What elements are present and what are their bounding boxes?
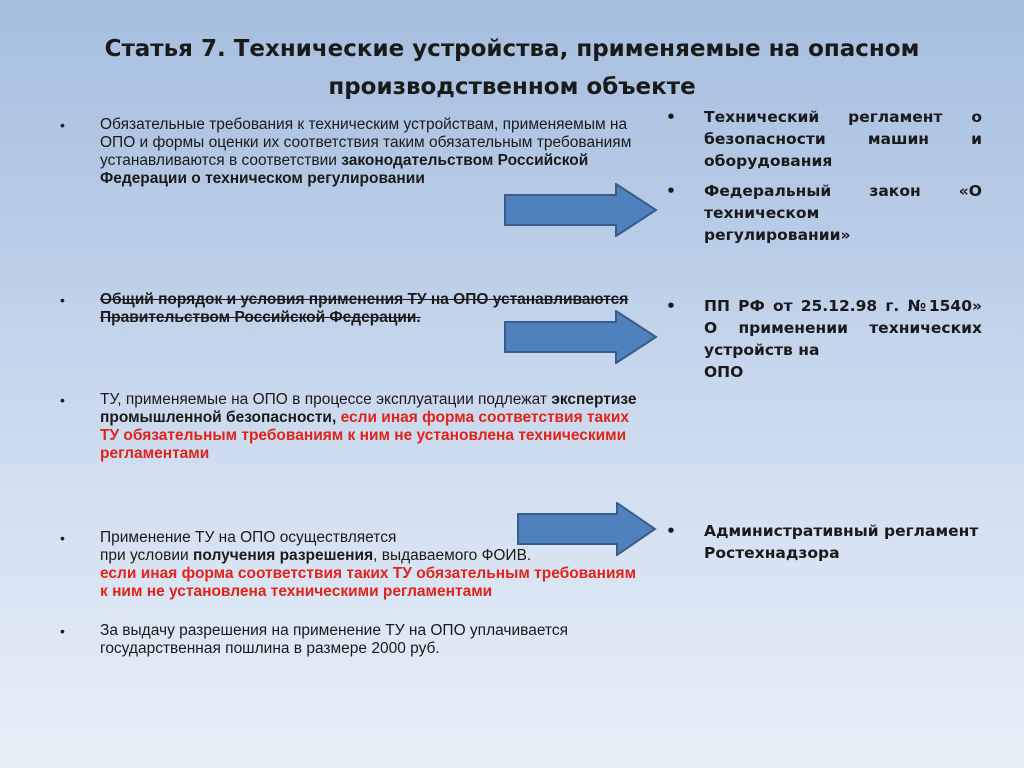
left-item-legislation (60, 116, 640, 188)
page-title: Статья 7. Технические устройства, применяемые на опасном производственном объекте (104, 36, 920, 100)
arrow-right-icon (504, 310, 658, 364)
left-item-4-bold: получения разрешения (193, 547, 374, 564)
bullet: • (666, 297, 676, 315)
right-item-2-line1: Федеральный закон «О техническом (704, 182, 982, 222)
right-item-3-line1: ПП РФ от 25.12.98 г. №1540» О применении технических устройств на (704, 297, 982, 359)
left-item-5-text: За выдачу разрешения на применение ТУ на ОПО уплачивается государственная пошлина в размере 2000 руб. (100, 622, 568, 657)
right-item-4-text: Административный регламент Ростехнадзора (704, 522, 979, 562)
right-item-3-line2: ОПО (704, 363, 744, 381)
left-item-4-text: при условии (100, 547, 193, 564)
left-item-1-text: Обязательные требования к техническим устройствам, применяемым на ОПО и формы оценки их соответствия таким обязательным требованиям устанавливаются в соответствии (100, 116, 632, 169)
arrow-right-icon (517, 502, 657, 556)
right-item-2-line2: регулировании» (704, 226, 851, 244)
left-item-expertise (60, 391, 640, 463)
left-item-3-bold: экспертизе промышленной безопасности, (100, 391, 637, 426)
left-item-text (100, 622, 640, 658)
right-item-2-text (704, 180, 982, 246)
left-item-1-bold: законодательством Российской Федерации о техническом регулировании (100, 152, 589, 187)
left-item-4-line1: Применение ТУ на ОПО осуществляется (100, 529, 397, 546)
left-item-state-duty (60, 622, 640, 658)
bullet: • (60, 623, 65, 639)
bullet: • (666, 108, 676, 126)
bullet: • (666, 182, 676, 200)
right-item-3-text (704, 295, 982, 383)
bullet: • (60, 392, 65, 408)
right-item-federal-law (666, 180, 982, 246)
right-item-1-text: Технический регламент о безопасности машин и оборудования (704, 108, 982, 170)
left-item-4-tail: , выдаваемого ФОИВ. (373, 547, 532, 564)
right-item-machinery-regulation (666, 106, 982, 172)
arrow-right-icon (504, 183, 658, 237)
left-item-text (100, 116, 640, 188)
left-item-4-red: если иная форма соответствия таких ТУ обязательным требованиям к ним не установлена техническими регламентами (100, 565, 637, 600)
left-item-3-red: если иная форма соответствия таких ТУ обязательным требованиям к ним не установлена техническими регламентами (100, 409, 630, 462)
bullet: • (60, 117, 65, 133)
left-item-3-text: ТУ, применяемые на ОПО в процессе эксплуатации подлежат (100, 391, 552, 408)
left-item-text (100, 391, 640, 463)
right-item-admin-regulation (666, 520, 982, 564)
bullet: • (60, 292, 65, 308)
right-item-government-decree (666, 295, 982, 383)
bullet: • (60, 530, 65, 546)
bullet: • (666, 522, 676, 540)
left-item-2-strike: Общий порядок и условия применения ТУ на ОПО устанавливаются Правительством Российской Федерации. (100, 291, 629, 326)
